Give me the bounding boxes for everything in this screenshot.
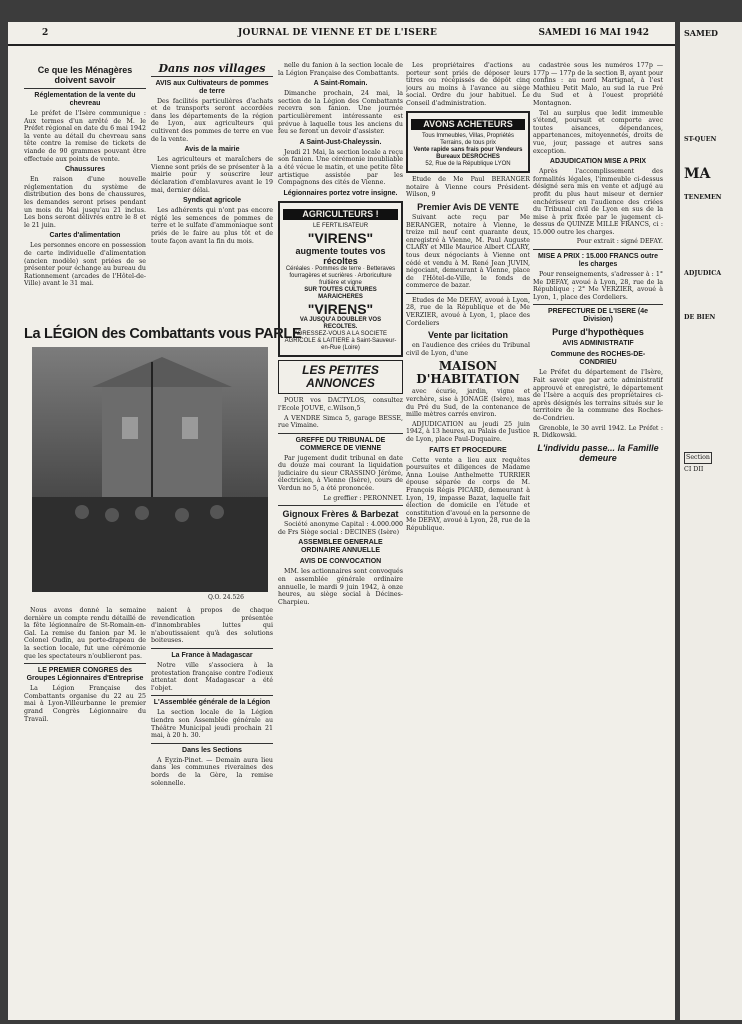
subheading: MISE A PRIX : 15.000 FRANCS outre les charges [537, 253, 659, 269]
page-number: 2 [42, 28, 49, 38]
subheading: FAITS ET PROCEDURE [429, 446, 507, 454]
ad-text: Vente rapide sans frais pour Vendeurs [413, 147, 523, 154]
ad-text: LE FERTILISATEUR [312, 223, 369, 230]
page-header [8, 28, 675, 46]
section-title: Dans nos villages [158, 62, 266, 75]
subheading: PREFECTURE DE L'ISERE (4e Division) [547, 308, 649, 324]
paragraph: en l'audience des criées du Tribunal civil de Lyon, d'une [406, 342, 530, 357]
paragraph: nelle du fanion à la section locale de la Légion Française des Combattants. [278, 62, 403, 77]
subheading: Légionnaires portez votre insigne. [283, 189, 398, 197]
paragraph: Après l'accomplissement des formalités légales, l'immeuble ci-dessus désigné sera mis en vente et adjugé au profit du plus haut miseur et dernier enchérisseur en l'audience des criées du Tribunal civil de Lyon en sus de la mise à prix fixée par le jugement ci-dessus de QUINZE MILLE FRANCS, ci : 15.000 outre les charges. [533, 168, 663, 236]
paragraph: Jeudi 21 Mai, la section locale a reçu son fanion. Une cérémonie inoubliable a été vécue le matin, et une petite fête artistique assistée par les Compagnons des cités de Vienne. [278, 148, 403, 187]
paragraph: Pour renseignements, s'adresser à : 1° Me DEFAY, avoué à Lyon, 28, rue de la République ; 2° Me VERZIER, avoué à Lyon, 1, place des Cordeliers. [533, 271, 663, 301]
column-annonces [406, 62, 530, 1017]
paragraph: avec écurie, jardin, vigne et verchère, sise à JONAGE (Isère), mas du Pré du Sud, de la contenance de mille mètres carrés environ. [406, 388, 530, 419]
section-title: Ce que les Ménagères doivent savoir [37, 65, 133, 85]
ad-text: SUR TOUTES CULTURES MARAICHERES [304, 287, 377, 301]
paragraph: naient à propos de chaque revendication présentée d'innombrables luttes qui n'aboutissaient qu'à des solutions boiteuses. [151, 607, 273, 645]
subheading: Purge d'hypothèques [552, 327, 644, 338]
ad-text: VA JUSQU'A DOUBLER VOS RECOLTES. [299, 317, 382, 331]
paragraph: A VENDRE Simca 5, garage BESSE, rue Vimaine. [278, 414, 403, 430]
subheading: Chaussures [64, 166, 106, 174]
paragraph: A Eyzin-Pinet. — Demain aura lieu dans les communes riveraines des bords de la Gère, la remise solennelle. [151, 756, 273, 787]
column-legion-a [24, 607, 146, 1017]
ad-text: Tous Immeubles, Villas, Propriétés [422, 133, 514, 140]
ad-brand: "VIRENS" [307, 230, 374, 247]
paragraph: ADJUDICATION au jeudi 25 juin 1942, à 13 heures, au Palais de Justice de Lyon, place Paul-Duquaire. [406, 420, 530, 443]
next-page-header: SAMED [684, 28, 718, 38]
fragment: TENEMEN [684, 194, 722, 201]
newspaper-page [8, 22, 675, 1020]
subheading: Premier Avis DE VENTE [417, 201, 519, 212]
fragment: CI DII [684, 466, 704, 473]
paragraph: Dimanche prochain, 24 mai, la section de la Légion des Combattants recevra son fanion. Une journée particulièrement intéressante est prévue à laquelle tous les anciens du feu se feront un devoir d'assister. [278, 90, 403, 136]
paragraph: Etudes de Me DEFAY, avoué à Lyon, 28, rue de la République et de Me VERZIER, avoué à Lyon, 1, place des Cordeliers [406, 296, 530, 327]
paragraph: Grenoble, le 30 avril 1942. Le Préfet : R. Didkowski. [533, 424, 663, 440]
ad-text: Terrains, de tous prix [440, 140, 496, 147]
subheading: AVIS aux Cultivateurs de pommes de terre [155, 79, 269, 95]
paragraph: Les agriculteurs et maraîchers de Vienne sont priés de se présenter à la mairie pour y souscrire leur déclaration d'emblavures avant le 19 mai, dernier délai. [151, 156, 273, 194]
subheading: La France à Madagascar [171, 651, 253, 659]
subheading: Dans les Sections [182, 746, 242, 754]
photo-caption: Q.O. 24.526 [208, 594, 244, 601]
paragraph: Le préfet de l'Isère communique : Aux termes d'un arrêté de M. le Préfet régional en date du 6 mai 1942 la vente au détail du chevreau sans tête contre la remise de tickets de viande de 90 grammes pouvant être effectuée aux points de vente. [24, 110, 146, 163]
ad-headline: AGRICULTEURS ! [283, 209, 398, 221]
paragraph: La Légion Française des Combattants organise du 22 au 25 mai à Lyon-Villeurbanne le premier grand Congrès Légionnaire du Travail. [24, 685, 146, 723]
subheading: Commune des ROCHES-DE-CONDRIEU [550, 351, 646, 367]
paragraph: Cette vente a lieu aux requêtes poursuites et diligences de Madame Anna Louise Anthelmette TURRIER épouse séparée de corps de M. François Régis PICARD, demeurant à Lyon, 19, impasse Bazat, laquelle fait élection de domicile en l'étude et constitution d'avoué en la personne de Me DEFAY, avoué à Lyon, 28, rue de la République. [406, 456, 530, 532]
paragraph: Le Préfet du département de l'Isère, Fait savoir que par acte administratif approuvé et enregistré, le département de l'Isère a acquis des propriétaires ci-après désignés les terrains situés sur le territoire de la commune des Roches-de-Condrieu. [533, 369, 663, 422]
subheading: L'individu passe... la Famille demeure [537, 442, 659, 463]
paragraph: Les adhérents qui n'ont pas encore réglé les semences de pommes de terre et le sulfate d'ammoniaque sont priés de le faire au plus tôt et de toute façon avant la fin du mois. [151, 207, 273, 245]
newspaper-title: JOURNAL DE VIENNE ET DE L'ISERE [238, 28, 438, 38]
subheading: Réglementation de la vente du chevreau [34, 92, 136, 107]
subheading: AVIS ADMINISTRATIF [562, 340, 634, 348]
ad-headline: LES PETITES ANNONCES [302, 363, 379, 391]
paragraph: Société anonyme Capital : 4.000.000 de Frs Siège social : DECINES (Isère) [278, 521, 403, 536]
paragraph: MM. les actionnaires sont convoqués en assemblée générale ordinaire annuelle, le mardi 9 juin 1942, à onze heures, au siège social à Décines-Charpieu. [278, 568, 403, 606]
paragraph: Des facilités particulières d'achats et de transports seront accordées dans les départements de la région de Lyon, aux agriculteurs qui cultivent des pommes de terre en vue de la vente. [151, 97, 273, 143]
paragraph: Pour extrait : signé DEFAY. [576, 238, 663, 246]
fragment: ST-QUEN [684, 136, 717, 143]
ad-text: Céréales · Pommes de terre · Betteraves fourragères et sucrières · Arboriculture fruitière et vigne [285, 266, 396, 287]
paragraph: La section locale de la Légion tiendra son Assemblée générale au Théâtre Municipal jeudi prochain 21 mai, à 20 h. 30. [151, 709, 273, 740]
virens-ad [278, 201, 403, 358]
subheading: Gignoux Frères & Barbezat [282, 509, 399, 520]
subheading: ADJUDICATION MISE A PRIX [549, 158, 647, 166]
subheading: LE PREMIER CONGRES des Groupes Légionnaires d'Entreprise [26, 667, 144, 683]
subheading: Vente par licitation [427, 330, 509, 341]
paragraph: Par jugement dudit tribunal en date du douze mai courant la liquidation judiciaire du sieur CRASSINO Jérôme, électricien, à Vienne (Isère), cours de Verdun no 5, a été prononcée. [278, 454, 403, 493]
paragraph: Le greffier : PERONNET. [323, 494, 403, 502]
next-page-edge [680, 22, 742, 1020]
column-centre [278, 62, 403, 1017]
subheading: GREFFE DU TRIBUNAL DE COMMERCE DE VIENNE [295, 436, 386, 452]
paragraph: Notre ville s'associera à la protestation française contre l'odieux attentat dont Madagascar a été l'objet. [151, 661, 273, 692]
paragraph: Etude de Me Paul BERANGER notaire à Vienne cours Président-Wilson, 9 [406, 176, 530, 199]
desroches-ad [406, 111, 530, 174]
paragraph: Suivant acte reçu par Me BERANGER, notaire à Vienne, le treize mil neuf cent quarante deux, enregistré à Vienne, M. Paul Auguste CLARY et Mlle Maurice Albert CLARY, tous deux négociants à Vienne ont cédé et vendu à M. René Jean JUVIN, négociant, demeurant à Vienne, place de l'Hôtel-de-Ville, le fonds de commerce de bazar. [406, 213, 530, 290]
ad-brand: "VIRENS" [307, 301, 374, 318]
subheading: Cartes d'alimentation [49, 232, 121, 240]
column-legion-b [151, 607, 273, 1017]
fragment: Section [684, 452, 712, 464]
subheading: MAISON D'HABITATION [416, 359, 520, 387]
paragraph: Les personnes encore en possession de carte individuelle d'alimentation (ancien modèle) sont priées de se présenter pour échange au bureau du Rationnement (arcades de l'Hôtel-de-Ville) avant le 31 mai. [24, 242, 146, 288]
paragraph: cadastrée sous les numéros 177p — 177p — 177p de la section B, ayant pour confins : au nord Martignat, à l'est Mathieu Petit Malo, au sud la rue Pré du Sud et à l'ouest propriété Montagnon. [533, 62, 663, 107]
paragraph: Nous avons donné la semaine dernière un compte rendu détaillé de la fête légionnaire de St-Romain-en-Gal. La remise du fanion par M. le Colonel Oudin, au porte-drapeau de la section locale, fut une cérémonie que les spectateurs n'oublieront pas. [24, 607, 146, 660]
paragraph: Tel au surplus que ledit immeuble s'étend, poursuit et comporte avec toutes aisances, dépendances, appartenances, mitoyennetés, droits de vue, jour, passage et autres sans exception. [533, 109, 663, 155]
column-villages [151, 62, 273, 320]
photo-illustration [32, 347, 268, 592]
subheading: L'Assemblée générale de la Légion [153, 699, 271, 707]
column-menageres [24, 62, 146, 320]
subheading: Avis de la mairie [184, 146, 240, 154]
column-adjudication [533, 62, 663, 1017]
subheading: AVIS DE CONVOCATION [299, 558, 382, 566]
issue-date: SAMEDI 16 MAI 1942 [538, 28, 649, 38]
ad-headline: AVONS ACHETEURS [411, 119, 525, 131]
subheading: A Saint-Romain. [313, 80, 368, 88]
ad-text: augmente toutes vos récoltes [295, 246, 386, 267]
petites-annonces [278, 360, 403, 394]
paragraph: POUR vos DACTYLOS, consultez l'Ecole JOUVE, c.Wilson,5 [278, 397, 403, 412]
subheading: A Saint-Just-Chaleyssin. [299, 138, 382, 146]
subheading: Syndicat agricole [183, 197, 241, 205]
ad-text: 52, Rue de la République LYON [425, 161, 511, 168]
paragraph: Les propriétaires d'actions au porteur sont priés de déposer leurs titres ou récépissés de dépôt cinq jours au moins à l'avance au siège social. Ordre du jour habituel. Le Conseil d'administration. [406, 62, 530, 107]
fragment: MA [684, 166, 711, 182]
subheading: ASSEMBLEE GENERALE ORDINAIRE ANNUELLE [298, 539, 383, 555]
fragment: ADJUDICA [684, 270, 722, 277]
ad-text: Bureaux DESROCHES [436, 154, 500, 161]
ad-text: ADRESSEZ-VOUS A LA SOCIETE AGRICOLE & LAITIERE à Saint-Sauveur-en-Rue (Loire) [284, 331, 397, 352]
legion-photo [32, 347, 268, 592]
paragraph: En raison d'une nouvelle réglementation du système de distribution des bons de chaussures, les demandes seront prises pendant un mois du Mai jusqu'au 21 inclus. Les bons seront délivrés entre le 8 et le 21 juin. [24, 176, 146, 229]
fragment: DE BIEN [684, 314, 716, 321]
legion-banner: La LÉGION des Combattants vous PARLE [24, 326, 302, 342]
